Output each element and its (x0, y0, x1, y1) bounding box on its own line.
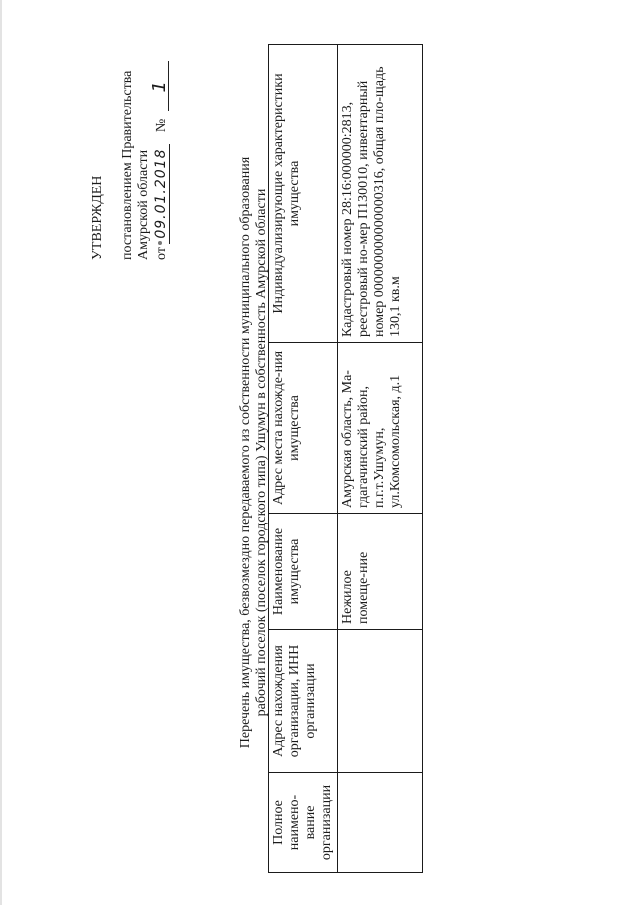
title-line-1: Перечень имущества, безвозмездно передаваемого из собственности муниципального образования (238, 156, 253, 749)
title-line-2: рабочий поселок (поселок городского типа) Ушумун в собственность Амурской области (254, 188, 269, 717)
approval-title: УТВЕРЖДЕН (90, 175, 105, 260)
header-org-address: Адрес нахождения организации, ИНН организации (269, 630, 338, 773)
cell-org-name (338, 773, 423, 873)
number-label: № (154, 118, 169, 133)
cell-property-characteristics: Кадастровый номер 28:16:000000:2813, реестровый но-мер П130010, инвентарный номер 000000000000000316, общая пло-щадь 130,1 кв.м (338, 45, 423, 343)
ink-dot (158, 241, 162, 245)
handwritten-number: 1 (152, 61, 169, 111)
document-title (238, 0, 270, 905)
approval-block (90, 10, 170, 260)
approval-line-2: Амурской области (136, 149, 151, 260)
approval-date-row (149, 10, 170, 260)
header-property-characteristics: Индивидуализирующие характеристики имущества (269, 45, 338, 343)
cell-property-name: Нежилое помеще-ние (338, 514, 423, 630)
handwritten-date: 09.01.2018 (153, 144, 170, 244)
cell-property-address: Амурская область, Ма-гдагачинский район, п.г.т.Ушумун, ул.Комсомольская, д.1 (338, 343, 423, 514)
header-property-address: Адрес места нахожде-ния имущества (269, 343, 338, 514)
header-org-name: Полное наимено-вание организации (269, 773, 338, 873)
cell-org-address (338, 630, 423, 773)
table-header-row (269, 45, 338, 873)
date-prefix: от (154, 247, 169, 260)
approval-line-1: постановлением Правительства (120, 70, 135, 260)
table-row (338, 45, 423, 873)
property-table (268, 44, 423, 873)
header-property-name: Наименование имущества (269, 514, 338, 630)
